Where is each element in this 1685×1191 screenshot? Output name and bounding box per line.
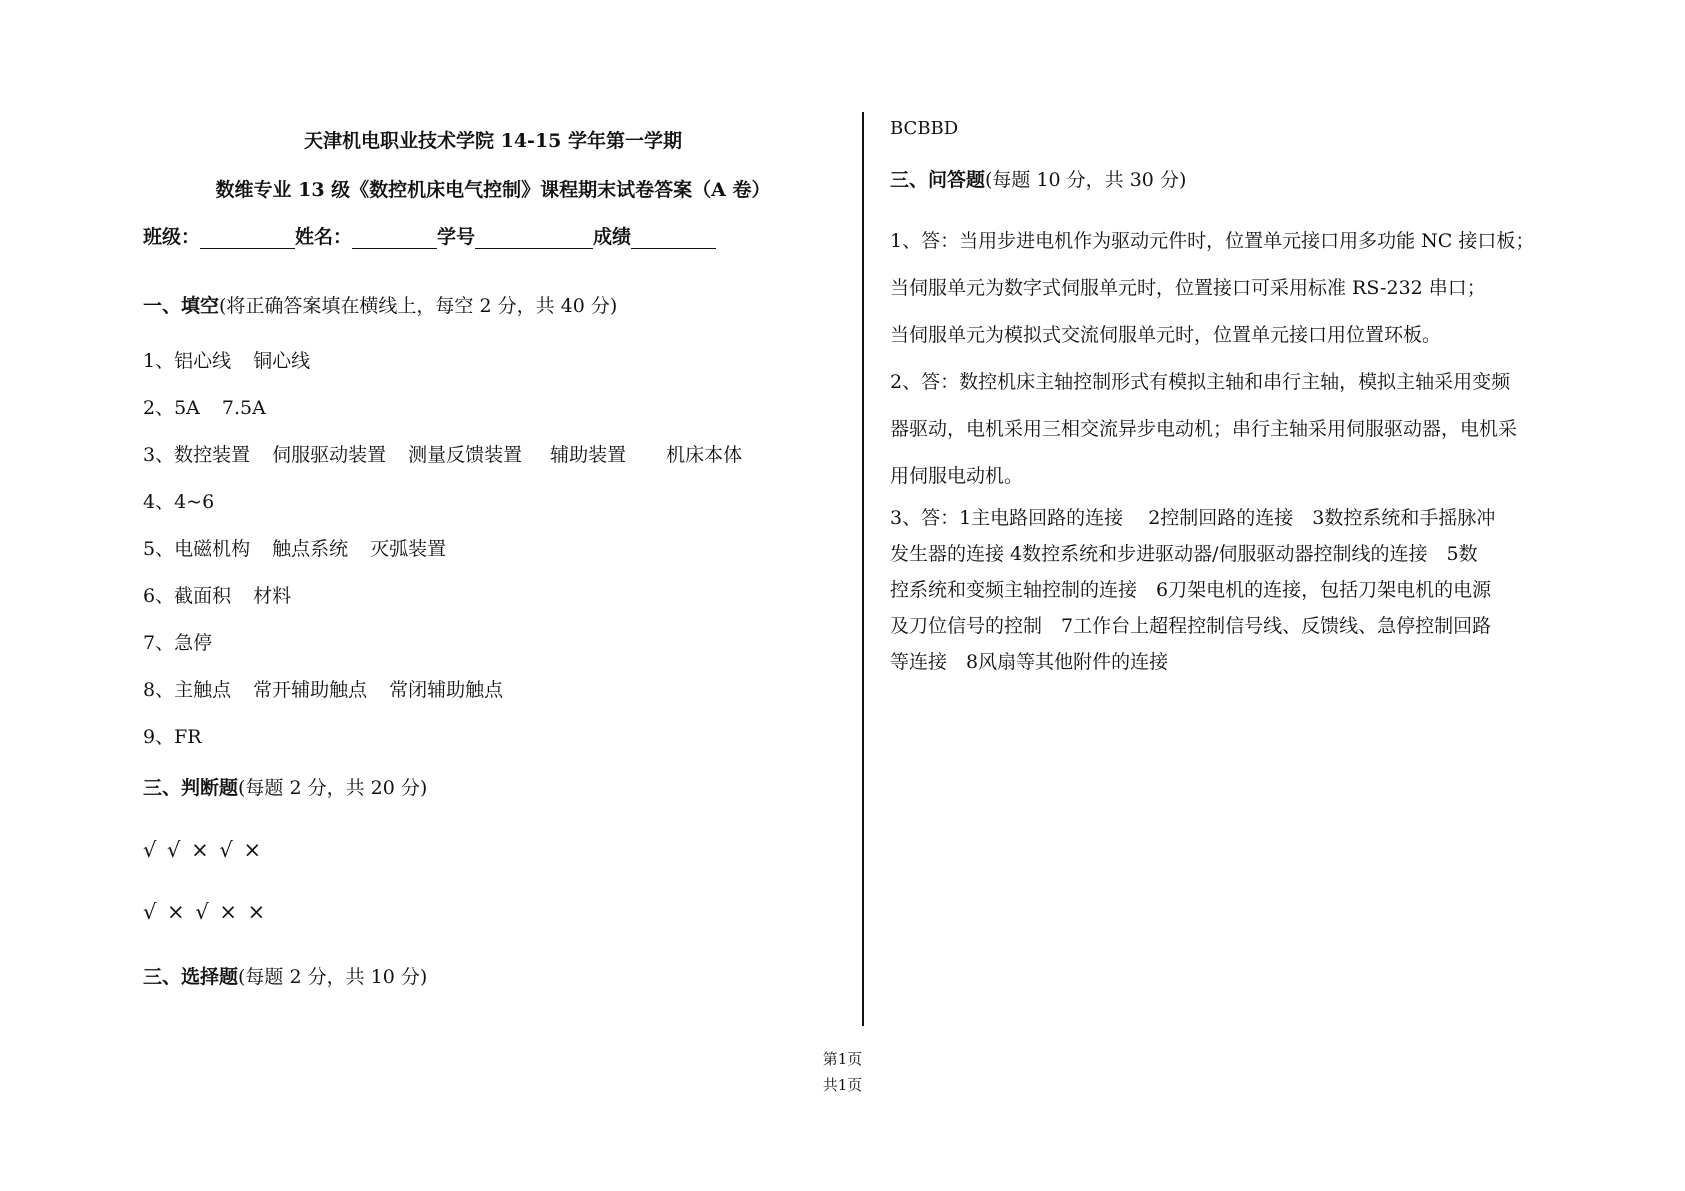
- column-divider: [862, 112, 864, 1026]
- answer-line: 当伺服单元为模拟式交流伺服单元时，位置单元接口用位置环板。: [890, 324, 1442, 346]
- exam-title: 天津机电职业技术学院 14-15 学年第一学期: [304, 130, 682, 152]
- fill-in-item: [143, 432, 843, 479]
- answer-part: 1、铝心线: [143, 350, 232, 372]
- answer-part: 常闭辅助触点: [389, 679, 504, 701]
- answer-part: 常开辅助触点: [253, 679, 368, 701]
- answer-part: 伺服驱动装置: [272, 444, 387, 466]
- student-info-row: [143, 222, 843, 249]
- section-note: (每题 2 分，共 20 分): [238, 777, 428, 799]
- name-blank: [352, 228, 437, 249]
- section-fill-in-heading: [143, 291, 843, 318]
- class-blank: [200, 228, 295, 249]
- qa-answer-1: [890, 218, 1585, 359]
- answer-line: 当伺服单元为数字式伺服单元时，位置接口可采用标准 RS-232 串口；: [890, 277, 1486, 299]
- answer-part: 5、电磁机构: [143, 538, 251, 560]
- answer-line: 用伺服电动机。: [890, 465, 1024, 487]
- answer-part: 6、截面积: [143, 585, 232, 607]
- fill-in-answers: [143, 338, 843, 761]
- answer-line: 3、答：1主电路回路的连接 2控制回路的连接 3数控系统和手摇脉冲: [890, 507, 1496, 529]
- section-true-false-heading: [143, 773, 843, 800]
- left-column: [143, 118, 843, 989]
- answer-line: 及刀位信号的控制 7工作台上超程控制信号线、反馈线、急停控制回路: [890, 615, 1492, 637]
- answer-part: 9、FR: [143, 726, 202, 748]
- id-label: 学号: [437, 226, 476, 248]
- fill-in-item: [143, 714, 843, 761]
- section-title: 三、问答题: [890, 169, 986, 191]
- class-label: 班级：: [143, 226, 201, 248]
- section-note: (每题 2 分，共 10 分): [238, 966, 428, 988]
- answer-part: 铜心线: [253, 350, 311, 372]
- section-title: 三、选择题: [143, 966, 239, 988]
- answer-part: 辅助装置: [550, 444, 627, 466]
- answer-line: 控系统和变频主轴控制的连接 6刀架电机的连接，包括刀架电机的电源: [890, 579, 1492, 601]
- qa-answer-3: [890, 500, 1585, 680]
- fill-in-item: [143, 385, 843, 432]
- true-false-row-1: √ √ × √ ×: [143, 838, 264, 862]
- section-note: (将正确答案填在横线上，每空 2 分，共 40 分): [219, 295, 618, 317]
- section-note: (每题 10 分，共 30 分): [985, 169, 1187, 191]
- answer-line: 1、答：当用步进电机作为驱动元件时，位置单元接口用多功能 NC 接口板；: [890, 230, 1535, 252]
- answer-part: 材料: [253, 585, 292, 607]
- page-number: 第1页: [822, 1050, 863, 1068]
- answer-part: 4、4~6: [143, 491, 215, 513]
- page-total: 共1页: [822, 1076, 863, 1094]
- section-qa-heading: [890, 165, 1585, 192]
- answer-part: 7、急停: [143, 632, 213, 654]
- section-title: 三、判断题: [143, 777, 239, 799]
- fill-in-item: [143, 573, 843, 620]
- qa-answer-2: [890, 359, 1585, 500]
- name-label: 姓名：: [295, 226, 353, 248]
- id-blank: [475, 228, 593, 249]
- answer-part: 3、数控装置: [143, 444, 251, 466]
- exam-subtitle: 数维专业 13 级《数控机床电气控制》课程期末试卷答案（A 卷）: [215, 179, 771, 201]
- answer-line: 2、答：数控机床主轴控制形式有模拟主轴和串行主轴，模拟主轴采用变频: [890, 371, 1511, 393]
- right-column: [890, 118, 1585, 680]
- answer-line: 发生器的连接 4数控系统和步进驱动器/伺服驱动器控制线的连接 5数: [890, 543, 1478, 565]
- true-false-row-2: √ × √ × ×: [143, 900, 268, 924]
- fill-in-item: [143, 526, 843, 573]
- answer-part: 8、主触点: [143, 679, 232, 701]
- answer-line: 器驱动，电机采用三相交流异步电动机；串行主轴采用伺服驱动器，电机采: [890, 418, 1518, 440]
- score-label: 成绩: [593, 226, 632, 248]
- answer-part: 2、5A: [143, 397, 200, 419]
- answer-part: 触点系统: [272, 538, 349, 560]
- answer-line: 等连接 8风扇等其他附件的连接: [890, 651, 1169, 673]
- fill-in-item: [143, 667, 843, 714]
- answer-part: 灭弧装置: [370, 538, 447, 560]
- answer-part: 测量反馈装置: [408, 444, 523, 466]
- choice-answers: BCBBD: [890, 118, 959, 139]
- score-blank: [631, 228, 716, 249]
- fill-in-item: [143, 338, 843, 385]
- section-title: 一、填空: [143, 295, 220, 317]
- section-choice-heading: [143, 962, 843, 989]
- fill-in-item: [143, 479, 843, 526]
- answer-part: 7.5A: [221, 397, 266, 419]
- answer-part: 机床本体: [666, 444, 743, 466]
- fill-in-item: [143, 620, 843, 667]
